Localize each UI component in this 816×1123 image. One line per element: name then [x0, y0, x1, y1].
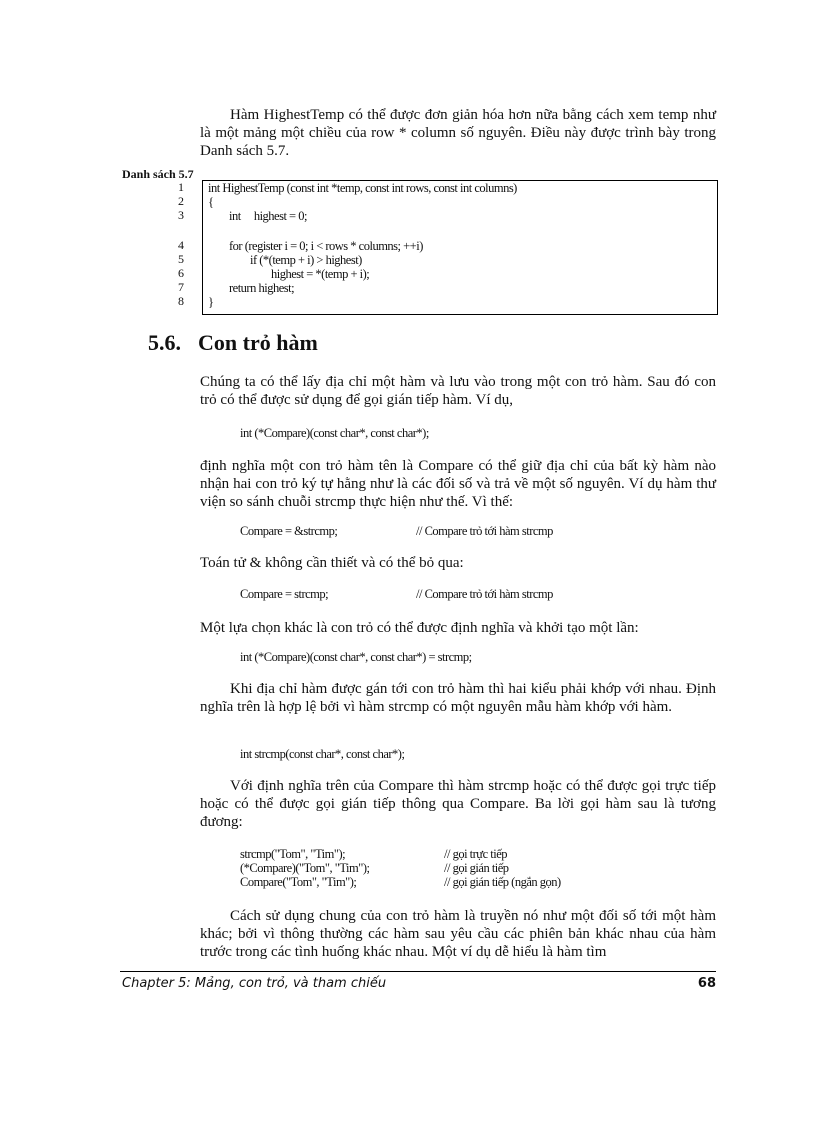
code-comment: // gọi trực tiếp [444, 847, 507, 861]
footer-divider [120, 971, 716, 972]
paragraph: Cách sử dụng chung của con trỏ hàm là truyền nó như một đối số tới một hàm khác; bởi vì thông thường các hàm sau yêu cầu các phiên bản khác nhau của hàm trước trong các tình huống khác nhau. Một ví dụ dễ hiểu là hàm tìm [200, 908, 716, 960]
paragraph: định nghĩa một con trỏ hàm tên là Compare có thể giữ địa chỉ của bất kỳ hàm nào nhận hai con trỏ ký tự hằng như là các đối số và trả về một số nguyên. Ví dụ hàm thư viện so sánh chuỗi strcmp thực hiện như thế. Vì thế: [200, 458, 716, 510]
code-snippet: Compare("Tom", "Tim"); [240, 875, 357, 889]
line-number: 1 [178, 180, 184, 194]
code-snippet: (*Compare)("Tom", "Tim"); [240, 861, 370, 875]
code-line: return highest; [208, 281, 295, 295]
code-snippet: Compare = strcmp; [240, 587, 329, 601]
code-comment: // gọi gián tiếp [444, 861, 509, 875]
paragraph: Một lựa chọn khác là con trỏ có thể được định nghĩa và khởi tạo một lần: [200, 620, 639, 636]
line-number: 7 [178, 280, 184, 294]
code-line: if (*(temp + i) > highest) [208, 253, 362, 267]
line-number: 8 [178, 294, 184, 308]
section-title: Con trỏ hàm [198, 330, 318, 355]
line-number: 3 [178, 208, 184, 222]
code-snippet: int (*Compare)(const char*, const char*); [240, 426, 429, 440]
code-line: for (register i = 0; i < rows * columns; ++i) [208, 239, 423, 253]
footer-chapter: Chapter 5: Mảng, con trỏ, và tham chiếu [122, 976, 387, 991]
code-line: { [208, 195, 214, 209]
line-number: 5 [178, 252, 184, 266]
code-line: int HighestTemp (const int *temp, const int rows, const int columns) [208, 181, 517, 195]
code-snippet: Compare = &strcmp; [240, 524, 338, 538]
code-comment: // gọi gián tiếp (ngắn gọn) [444, 875, 561, 889]
code-snippet: int strcmp(const char*, const char*); [240, 747, 405, 761]
paragraph: Toán tử & không cần thiết và có thể bỏ qua: [200, 555, 464, 571]
section-number: 5.6. [148, 330, 181, 355]
paragraph: Chúng ta có thể lấy địa chỉ một hàm và lưu vào trong một con trỏ hàm. Sau đó con trỏ có thể được sử dụng để gọi gián tiếp hàm. Ví dụ, [200, 374, 716, 408]
intro-paragraph: Hàm HighestTemp có thể được đơn giản hóa hơn nữa bằng cách xem temp như là một mảng một chiều của row * column số nguyên. Điều này được trình bày trong Danh sách 5.7. [200, 107, 716, 159]
code-line: highest = *(temp + i); [208, 267, 370, 281]
code-snippet: int (*Compare)(const char*, const char*) = strcmp; [240, 650, 472, 664]
code-line: int highest = 0; [208, 209, 307, 223]
line-number: 6 [178, 266, 184, 280]
page-number: 68 [697, 976, 716, 991]
paragraph: Với định nghĩa trên của Compare thì hàm strcmp hoặc có thể được gọi trực tiếp hoặc có thể được gọi gián tiếp thông qua Compare. Ba lời gọi hàm sau là tương đương: [200, 778, 716, 830]
section-heading [148, 330, 318, 356]
code-line: } [208, 295, 214, 309]
code-snippet: strcmp("Tom", "Tim"); [240, 847, 346, 861]
code-comment: // Compare trỏ tới hàm strcmp [416, 524, 553, 538]
listing-label: Danh sách 5.7 [122, 167, 194, 181]
code-comment: // Compare trỏ tới hàm strcmp [416, 587, 553, 601]
line-number: 4 [178, 238, 184, 252]
paragraph: Khi địa chỉ hàm được gán tới con trỏ hàm thì hai kiểu phải khớp với nhau. Định nghĩa trên là hợp lệ bởi vì hàm strcmp có một nguyên mẫu hàm khớp với hàm. [200, 681, 716, 715]
line-number: 2 [178, 194, 184, 208]
